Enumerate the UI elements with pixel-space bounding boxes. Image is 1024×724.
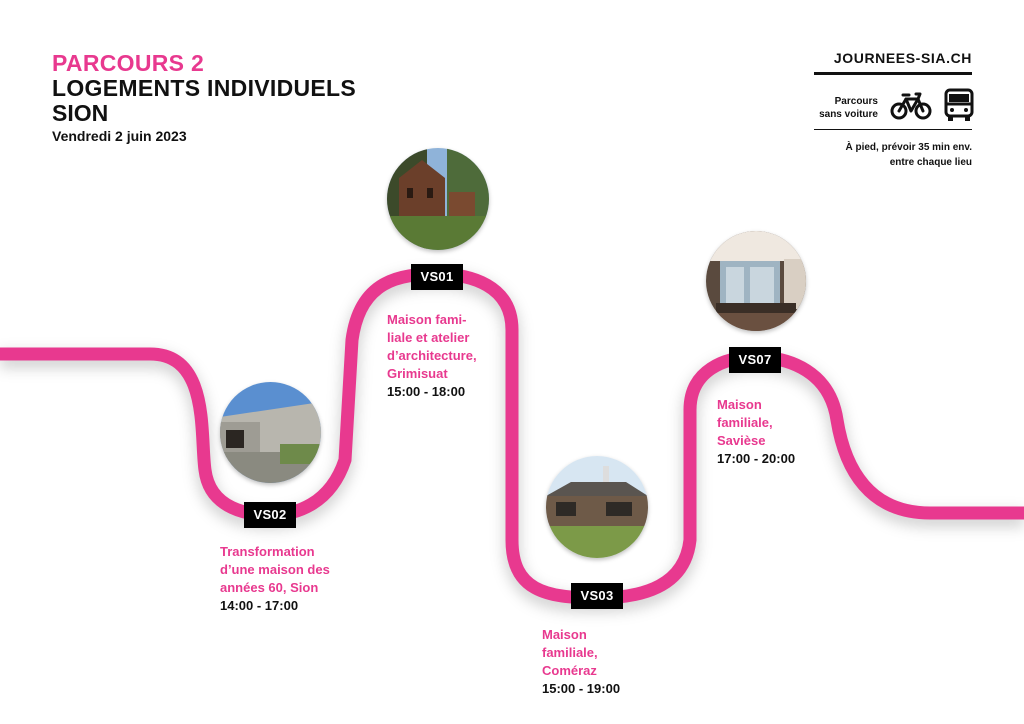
- vs03-photo: [546, 456, 648, 558]
- route-city: SION: [52, 100, 109, 126]
- stop-name: Maison: [717, 397, 762, 412]
- route-number: PARCOURS 2: [52, 50, 205, 76]
- stop-name: d’une maison des: [220, 562, 330, 577]
- walking-note: [780, 140, 972, 170]
- stop-hours: 15:00 - 18:00: [387, 384, 466, 399]
- stop-name: Savièse: [717, 433, 766, 448]
- stop-badge-vs01: VS01: [411, 264, 463, 290]
- route-category: LOGEMENTS INDIVIDUELS: [52, 75, 357, 101]
- stop-name: d’architecture,: [387, 348, 477, 363]
- vs02-photo: [220, 382, 321, 483]
- mobility-line-1: Parcours: [834, 96, 878, 107]
- divider: [814, 72, 972, 75]
- stop-badge-vs03: VS03: [571, 583, 623, 609]
- stop-badge-vs07: VS07: [729, 347, 781, 373]
- stop-vs07: [717, 396, 795, 468]
- bus-icon: [944, 88, 974, 122]
- stop-name: Maison fami-: [387, 312, 467, 327]
- stop-name: Maison: [542, 627, 587, 642]
- website-link[interactable]: JOURNEES-SIA.CH: [833, 50, 972, 66]
- stop-name: Grimisuat: [387, 366, 448, 381]
- stop-name: familiale,: [542, 645, 598, 660]
- stop-name: Transformation: [220, 544, 315, 559]
- mobility-line-2: sans voiture: [819, 109, 878, 120]
- stop-hours: 15:00 - 19:00: [542, 681, 621, 696]
- stop-name: liale et atelier: [387, 330, 470, 345]
- event-date: Vendredi 2 juin 2023: [52, 128, 187, 144]
- walk-line-2: entre chaque lieu: [889, 157, 972, 168]
- mobility-note: [790, 95, 878, 121]
- vs01-photo: [387, 148, 489, 250]
- stop-hours: 14:00 - 17:00: [220, 598, 299, 613]
- bicycle-icon: [890, 90, 932, 122]
- stop-vs03: [542, 626, 620, 698]
- stop-badge-vs02: VS02: [244, 502, 296, 528]
- stop-vs01: [387, 311, 477, 401]
- vs07-photo: [706, 231, 806, 331]
- divider: [814, 129, 972, 130]
- stop-name: familiale,: [717, 415, 773, 430]
- stop-vs02: [220, 543, 330, 615]
- stop-name: Coméraz: [542, 663, 597, 678]
- stop-hours: 17:00 - 20:00: [717, 451, 796, 466]
- walk-line-1: À pied, prévoir 35 min env.: [845, 142, 972, 153]
- stop-name: années 60, Sion: [220, 580, 319, 595]
